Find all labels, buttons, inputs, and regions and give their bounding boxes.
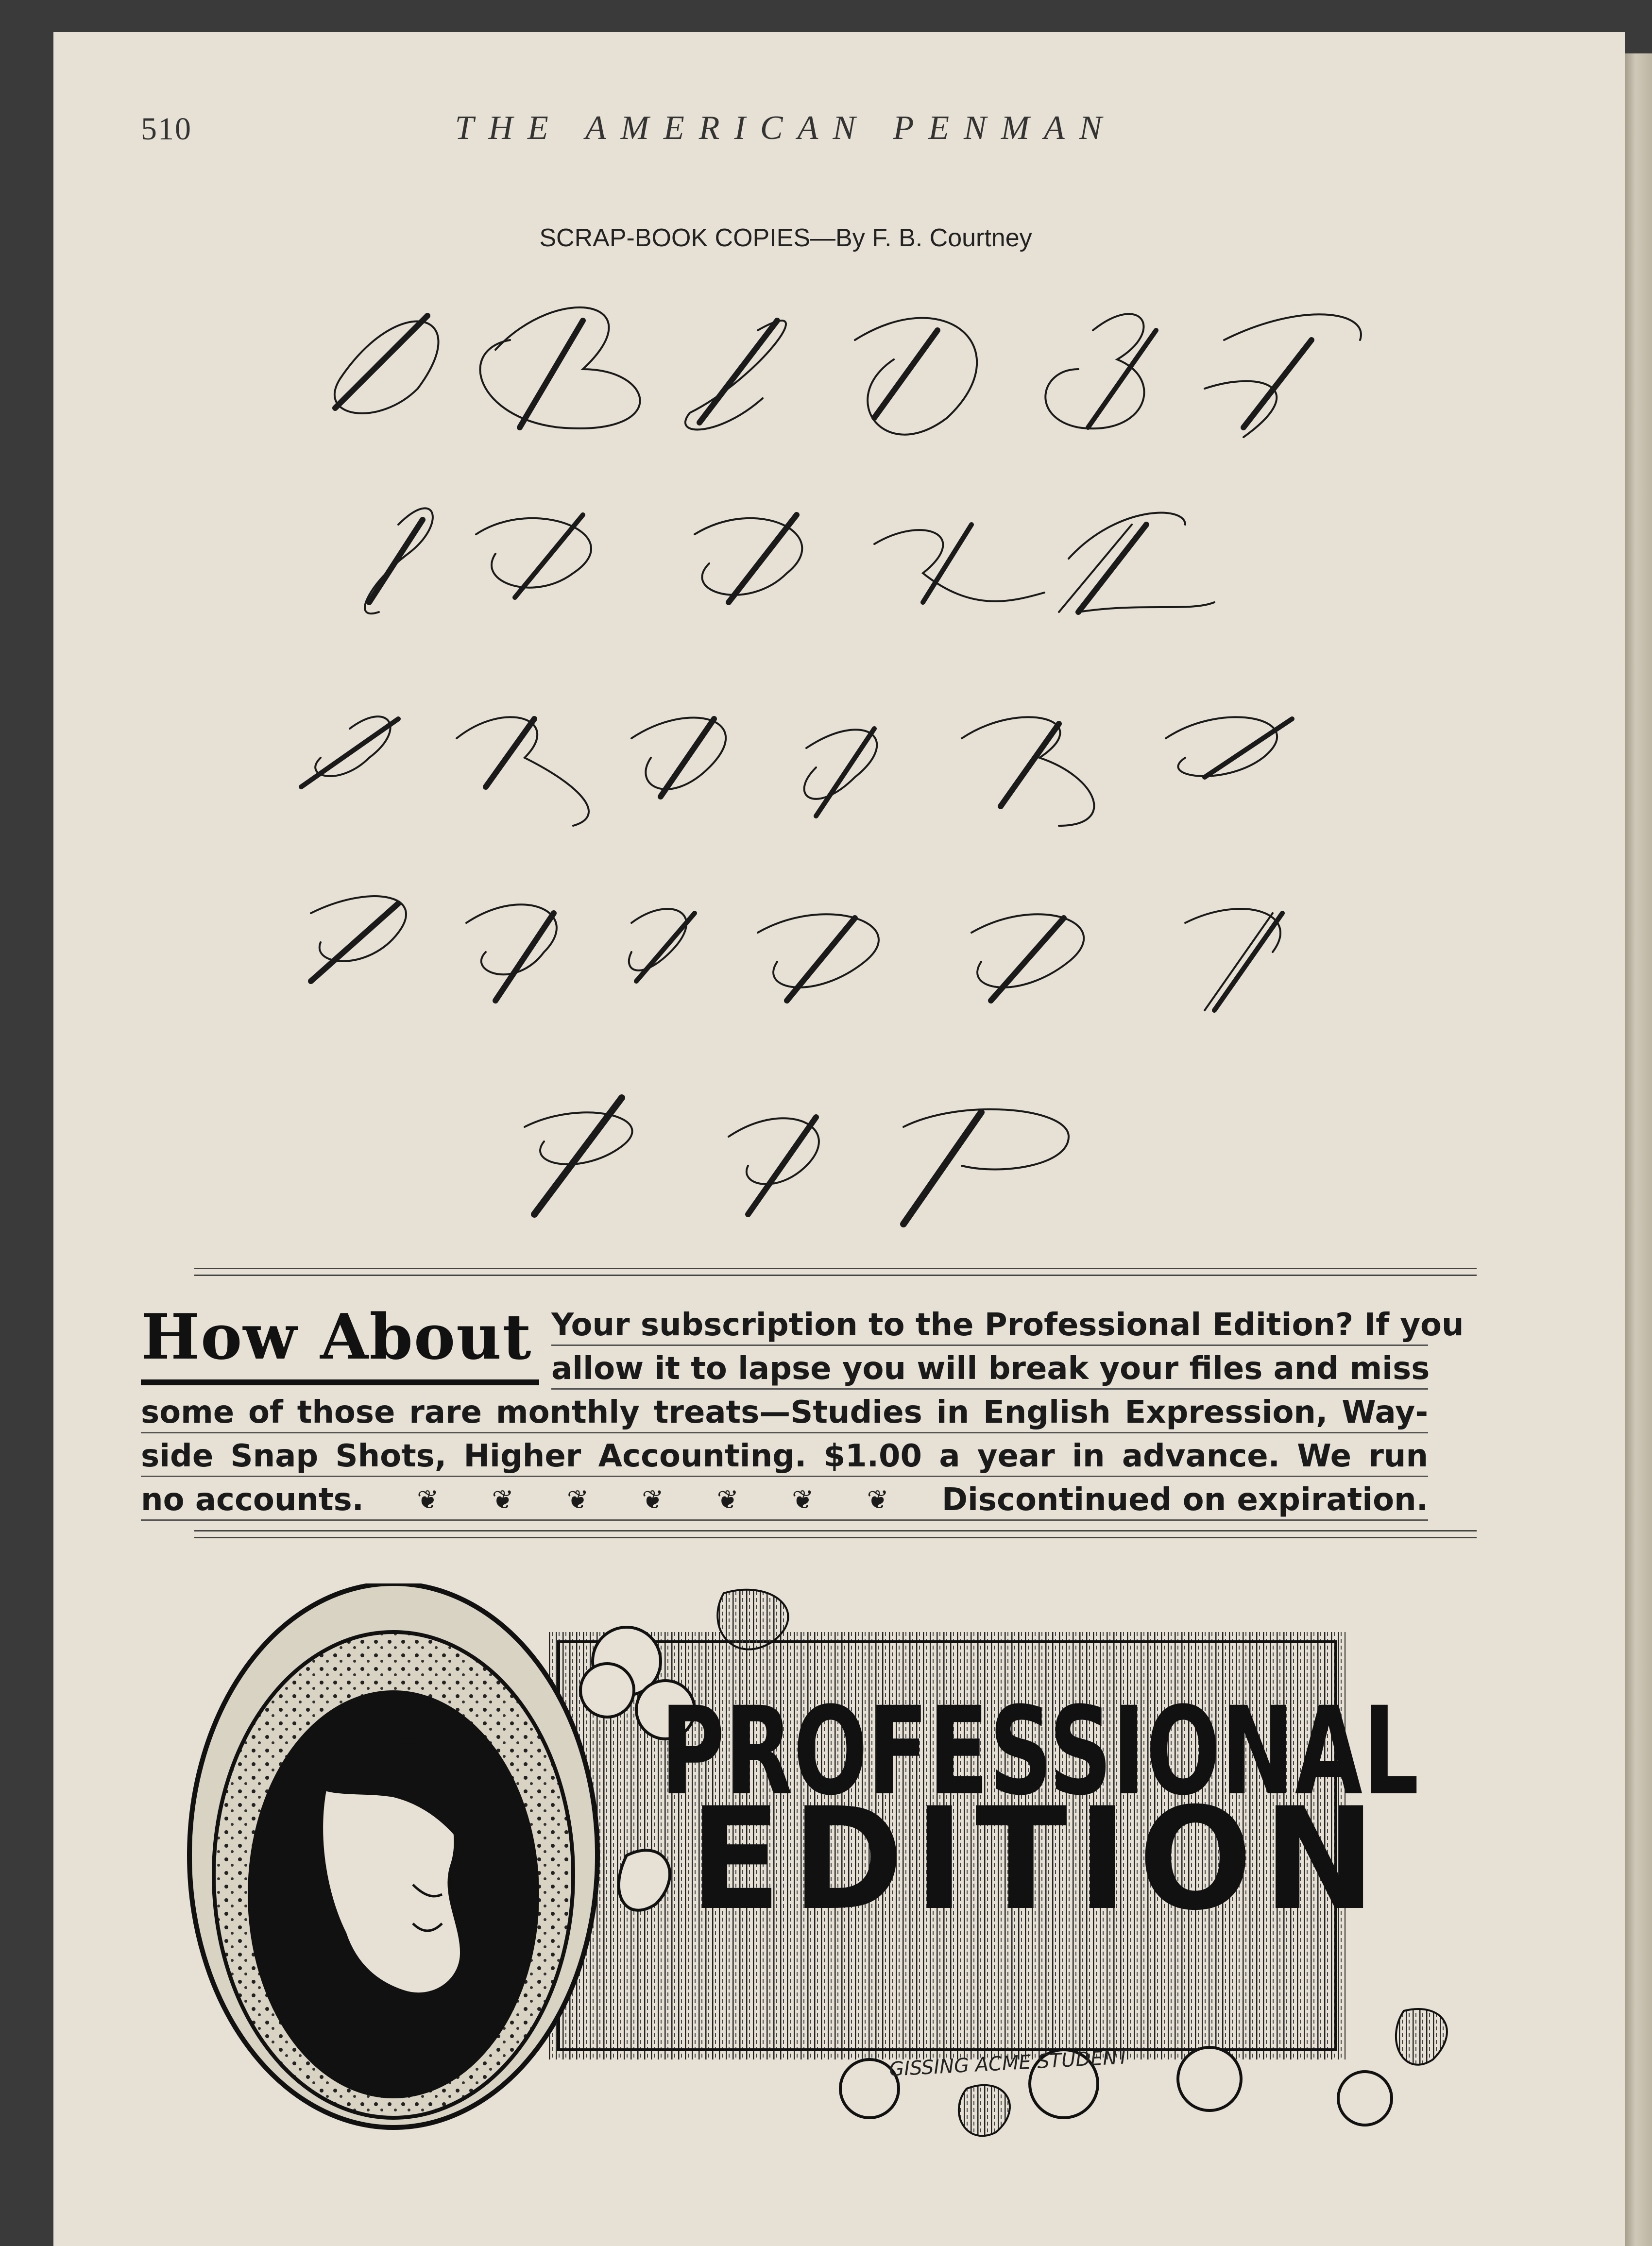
leaf-ornament-icon: ❦	[716, 1484, 739, 1515]
bottom-double-rule-2	[194, 1537, 1477, 1538]
script-row-3	[301, 716, 1292, 826]
top-double-rule-2	[194, 1275, 1477, 1276]
bottom-double-rule	[194, 1530, 1477, 1531]
banner-title-professional: PROFESSIONAL	[661, 1681, 1420, 1822]
leaf-ornament-icon: ❦	[792, 1484, 814, 1515]
advert-heading: How About	[141, 1301, 532, 1374]
leaf-ornament-icon: ❦	[492, 1484, 514, 1515]
advert-line-5-end: Discontinued on expiration.	[941, 1482, 1428, 1518]
advert-line-1: Your subscription to the Professional Edition? If you	[551, 1306, 1428, 1346]
script-row-2	[365, 508, 1214, 613]
leaf-ornament-icon: ❦	[867, 1484, 889, 1515]
leaf-ornament-icon: ❦	[566, 1484, 589, 1515]
leaf-ornament-icon: ❦	[642, 1484, 664, 1515]
page-number: 510	[141, 111, 192, 147]
script-row-1	[335, 307, 1361, 437]
advert-heading-underline	[141, 1379, 539, 1385]
advert-line-4: side Snap Shots, Higher Accounting. $1.00 a year in advance. We run	[141, 1437, 1428, 1477]
script-row-4	[311, 896, 1282, 1010]
article-subtitle: SCRAP-BOOK COPIES—By F. B. Courtney	[539, 224, 1032, 252]
leaf-ornament-icon: ❦	[417, 1484, 439, 1515]
running-title: THE AMERICAN PENMAN	[455, 109, 1117, 147]
advert-line-5	[141, 1480, 1428, 1521]
artist-signature: GISSING ACME STUDENT	[888, 2046, 1130, 2081]
script-row-5	[525, 1098, 1069, 1224]
advert-line-5-start: no accounts.	[141, 1482, 364, 1518]
top-double-rule	[194, 1268, 1477, 1269]
banner-title-edition: EDITION	[690, 1778, 1387, 1941]
advert-line-3: some of those rare monthly treats—Studies in English Expression, Way-	[141, 1393, 1428, 1433]
advert-line-2: allow it to lapse you will break your files and miss	[551, 1349, 1428, 1390]
